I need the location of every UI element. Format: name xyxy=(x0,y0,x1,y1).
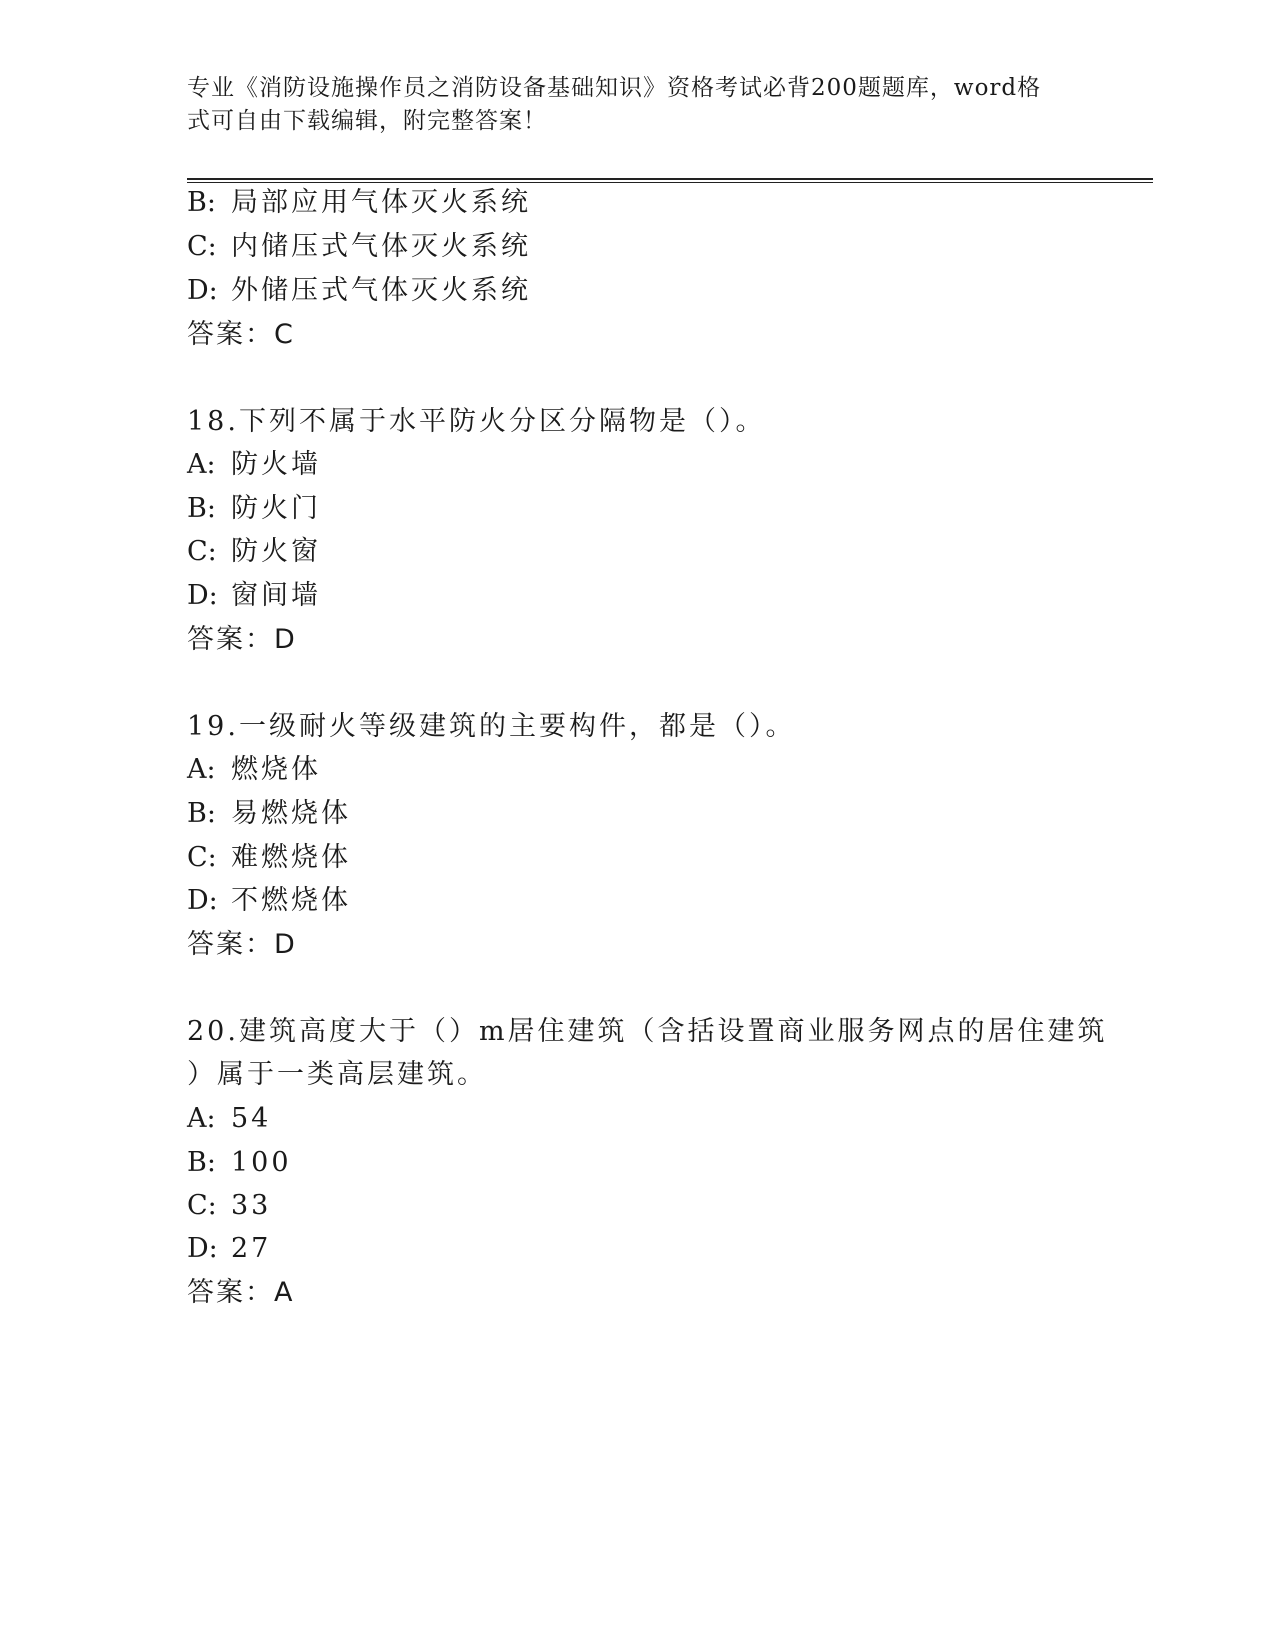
answer-19: 答案：D xyxy=(187,929,297,960)
option-d: D: 窗间墙 xyxy=(187,580,321,611)
question-20-stem-line-1: 20.建筑高度大于（）m居住建筑（含括设置商业服务网点的居住建筑 xyxy=(187,1016,1108,1047)
question-18-stem: 18.下列不属于水平防火分区分隔物是（）。 xyxy=(187,406,766,437)
question-20-stem-line-2: ）属于一类高层建筑。 xyxy=(187,1059,487,1090)
option-d: D: 外储压式气体灭火系统 xyxy=(187,275,531,306)
header-line-2: 式可自由下载编辑，附完整答案！ xyxy=(187,108,547,134)
answer-17: 答案：C xyxy=(187,319,295,350)
option-b: B: 防火门 xyxy=(187,493,321,524)
question-19-stem: 19.一级耐火等级建筑的主要构件，都是（）。 xyxy=(187,711,796,742)
option-b: B: 100 xyxy=(187,1147,292,1178)
header-line-1: 专业《消防设施操作员之消防设备基础知识》资格考试必背200题题库，word格 xyxy=(187,75,1042,101)
option-a: A: 防火墙 xyxy=(187,449,321,480)
answer-20: 答案：A xyxy=(187,1277,295,1308)
option-c: C: 内储压式气体灭火系统 xyxy=(187,231,531,262)
option-c: C: 33 xyxy=(187,1190,272,1221)
option-a: A: 燃烧体 xyxy=(187,754,321,785)
answer-18: 答案：D xyxy=(187,624,297,655)
option-b: B: 局部应用气体灭火系统 xyxy=(187,187,531,218)
option-b: B: 易燃烧体 xyxy=(187,798,351,829)
option-c: C: 防火窗 xyxy=(187,536,321,567)
option-d: D: 不燃烧体 xyxy=(187,885,351,916)
header-divider xyxy=(187,178,1153,183)
option-d: D: 27 xyxy=(187,1233,272,1264)
option-a: A: 54 xyxy=(187,1103,272,1134)
document-header xyxy=(187,72,1067,138)
option-c: C: 难燃烧体 xyxy=(187,842,351,873)
